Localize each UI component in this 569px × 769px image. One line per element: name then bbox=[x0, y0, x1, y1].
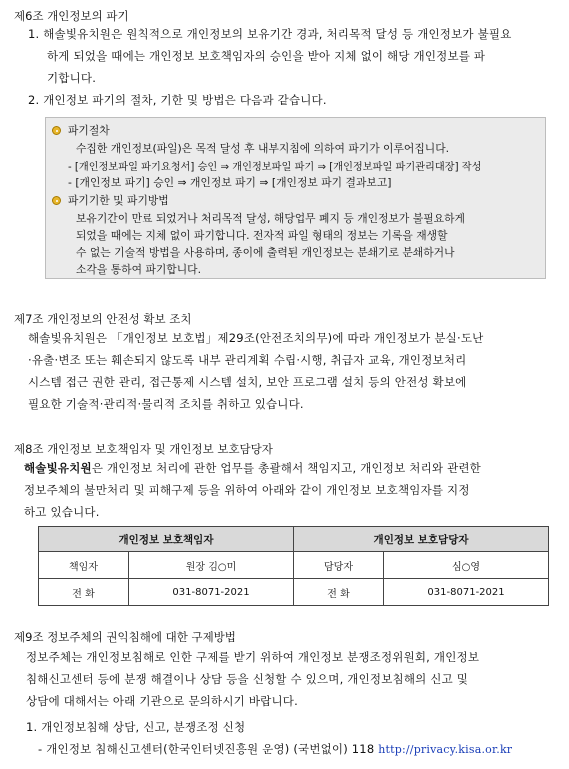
bullet-icon bbox=[52, 126, 61, 135]
article-8-title: 제8조 개인정보 보호책임자 및 개인정보 보호담당자 bbox=[14, 442, 273, 456]
destruction-deadline-title: 파기기한 및 파기방법 bbox=[68, 194, 169, 207]
table-cell: 031-8071-2021 bbox=[384, 579, 549, 606]
table-header-row bbox=[39, 527, 549, 552]
destruction-method-line-1: 보유기간이 만료 되었거나 처리목적 달성, 해당업무 폐지 등 개인정보가 불필요하게 bbox=[76, 212, 465, 225]
table-cell: 책임자 bbox=[39, 552, 129, 579]
destruction-procedure-text: 수집한 개인정보(파일)은 목적 달성 후 내부지침에 의하여 파기가 이루어집니다. bbox=[76, 142, 450, 155]
table-cell: 031-8071-2021 bbox=[129, 579, 294, 606]
article-6-item2: 2. 개인정보 파기의 절차, 기한 및 방법은 다음과 같습니다. bbox=[28, 93, 327, 107]
article-6-title: 제6조 개인정보의 파기 bbox=[14, 9, 129, 23]
article-7-line3: 시스템 접근 권한 관리, 접근통제 시스템 설치, 보안 프로그램 설치 등의 안전성 확보에 bbox=[28, 375, 467, 389]
article-8-line1 bbox=[24, 457, 481, 479]
header-privacy-manager: 개인정보 보호담당자 bbox=[294, 527, 549, 552]
article-6-item1-line2: 하게 되었을 때에는 개인정보 보호책임자의 승인을 받아 지체 없이 해당 개인정보를 파 bbox=[47, 49, 486, 63]
bullet-icon bbox=[52, 196, 61, 205]
article-8-line1-rest: 은 개인정보 처리에 관한 업무를 총괄해서 책임지고, 개인정보 처리와 관련한 bbox=[91, 461, 481, 475]
article-9-line2: 침해신고센터 등에 분쟁 해결이나 상담 등을 신청할 수 있으며, 개인정보침해의 신고 및 bbox=[26, 672, 469, 686]
header-privacy-officer: 개인정보 보호책임자 bbox=[39, 527, 294, 552]
article-7-line2: ·유출·변조 또는 훼손되지 않도록 내부 관리계획 수립·시행, 취급자 교육, 개인정보처리 bbox=[28, 353, 467, 367]
table-row bbox=[39, 552, 549, 579]
article-8-line2: 정보주체의 불만처리 및 피해구제 등을 위하여 아래와 같이 개인정보 보호책임자를 지정 bbox=[24, 483, 470, 497]
article-6-item1-line3: 기합니다. bbox=[47, 71, 97, 85]
article-6-item1-line1: 1. 해솔빛유치원은 원칙적으로 개인정보의 보유기간 경과, 처리목적 달성 등 개인정보가 불필요 bbox=[28, 27, 512, 41]
article-9-item1: 1. 개인정보침해 상담, 신고, 분쟁조정 신청 bbox=[26, 720, 246, 734]
destruction-method-line-3: 수 없는 기술적 방법을 사용하며, 종이에 출력된 개인정보는 분쇄기로 분쇄하거나 bbox=[76, 246, 455, 259]
article-9-sub1 bbox=[38, 738, 512, 761]
destruction-step-2: - [개인정보 파기] 승인 ⇒ 개인정보 파기 ⇒ [개인정보 파기 결과보고] bbox=[68, 176, 392, 189]
destruction-step-1: - [개인정보파일 파기요청서] 승인 ⇒ 개인정보파일 파기 ⇒ [개인정보파일 파기관리대장] 작성 bbox=[68, 162, 482, 173]
article-7-line1: 해솔빛유치원은 「개인정보 보호법」제29조(안전조치의무)에 따라 개인정보가 분실·도난 bbox=[28, 331, 484, 345]
table-cell: 심○영 bbox=[384, 552, 549, 579]
table-cell: 전 화 bbox=[39, 579, 129, 606]
table-cell: 담당자 bbox=[294, 552, 384, 579]
article-7-title: 제7조 개인정보의 안전성 확보 조치 bbox=[14, 312, 192, 326]
contact-table bbox=[38, 526, 549, 606]
article-7-line4: 필요한 기술적·관리적·물리적 조치를 취하고 있습니다. bbox=[28, 397, 304, 411]
article-9-line3: 상담에 대해서는 아래 기관으로 문의하시기 바랍니다. bbox=[26, 694, 298, 708]
kisa-link[interactable]: http://privacy.kisa.or.kr bbox=[378, 743, 513, 756]
kisa-center-text: - 개인정보 침해신고센터(한국인터넷진흥원 운영) (국번없이) 118 bbox=[38, 742, 375, 756]
article-9-title: 제9조 정보주체의 권익침해에 대한 구제방법 bbox=[14, 630, 236, 644]
destruction-procedure-title: 파기절차 bbox=[68, 124, 110, 137]
destruction-method-line-2: 되었을 때에는 지체 없이 파기합니다. 전자적 파일 형태의 정보는 기록을 재생할 bbox=[76, 229, 448, 242]
article-9-line1: 정보주체는 개인정보침해로 인한 구제를 받기 위하여 개인정보 분쟁조정위원회, 개인정보 bbox=[26, 650, 480, 664]
destruction-method-line-4: 소각을 통하여 파기합니다. bbox=[76, 263, 202, 276]
table-cell: 원장 김○미 bbox=[129, 552, 294, 579]
destruction-info-box bbox=[45, 117, 546, 279]
table-cell: 전 화 bbox=[294, 579, 384, 606]
article-8-line3: 하고 있습니다. bbox=[24, 505, 100, 519]
table-row bbox=[39, 579, 549, 606]
kindergarten-name: 해솔빛유치원 bbox=[24, 461, 92, 475]
